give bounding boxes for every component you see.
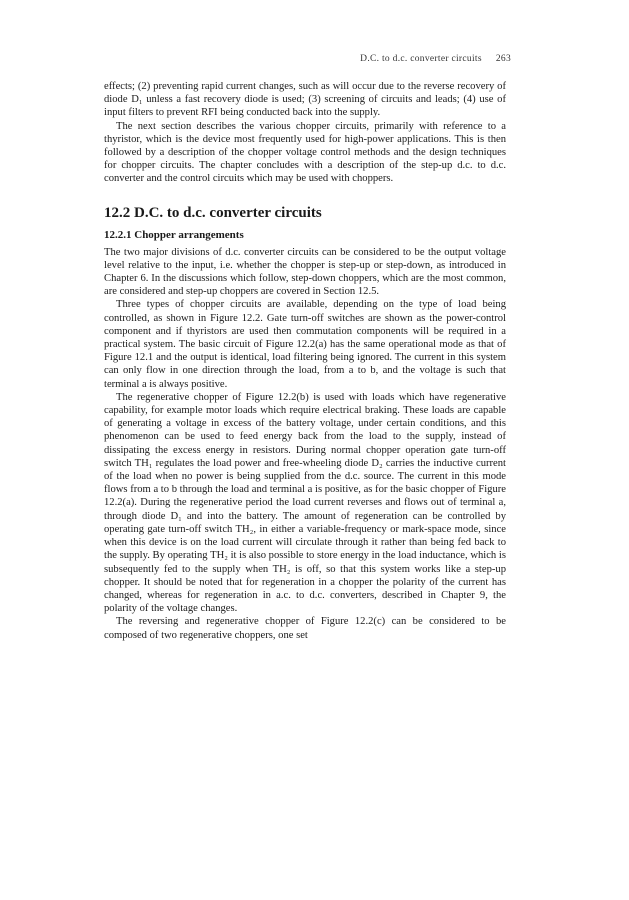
paragraph: The regenerative chopper of Figure 12.2(b) is used with loads which have regenerative capability, for example motor loads which require electrical braking. These loads are capable of generating a voltage in excess of the battery voltage, under certain conditions, and this phenomenon can be used to feed energy back from the load to the supply, instead of dissipating the excess energy in resistors. During normal chopper operation gate turn-off switch TH₁ regulates the load power and free-wheeling diode D₂ carries the inductive current of the load when no power is being supplied from the d.c. source. The current in this mode flows from a to b through the load and terminal a is positive, as for the basic chopper of Figure 12.2(a). During the regenerative period the load current reverses and flows out of terminal a, through diode D₁ and into the battery. The amount of regeneration can be controlled by operating gate turn-off switch TH₂, in either a variable-frequency or mark-space mode, since when this device is on the load current will circulate through it rather than being fed back to the supply. By operating TH₂ it is also possible to store energy in the load inductance, which is subsequently fed to the supply when TH₂ is off, so that this system works like a step-up chopper. It should be noted that for regeneration in a chopper the polarity of the current has changed, whereas for regeneration in a.c. to d.c. converters, described in Chapter 9, the polarity of the voltage changes.	[104, 391, 506, 615]
section-heading: 12.2 D.C. to d.c. converter circuits	[104, 204, 322, 221]
paragraph: The reversing and regenerative chopper of Figure 12.2(c) can be considered to be composed of two regenerative choppers, one set	[104, 616, 506, 641]
paragraph: Three types of chopper circuits are available, depending on the type of load being controlled, as shown in Figure 12.2. Gate turn-off switches are shown as the power-control component and if thyristors are used then commutation components will be required in a practical system. The basic circuit of Figure 12.2(a) has the same operational mode as that of Figure 12.1 and the output is identical, load filtering being ignored. The current in this system can only flow in one direction through the load, from a to b, and the voltage is such that terminal a is always positive.	[104, 299, 506, 390]
subsection-heading: 12.2.1 Chopper arrangements	[104, 228, 244, 241]
running-head	[360, 54, 511, 64]
paragraph: The next section describes the various chopper circuits, primarily with reference to a thyristor, which is the device most frequently used for high-power applications. This is then followed by a description of the chopper voltage control methods and the design techniques for chopper circuits. The chapter concludes with a description of the step-up d.c. to d.c. converter and the control circuits which may be used with choppers.	[104, 120, 506, 185]
paragraph: The two major divisions of d.c. converter circuits can be considered to be the output voltage level relative to the input, i.e. whether the chopper is step-up or step-down, as introduced in Chapter 6. In the discussions which follow, step-down choppers, which are the most common, are considered and step-up choppers are covered in Section 12.5.	[104, 246, 506, 298]
running-head-title: D.C. to d.c. converter circuits	[360, 54, 482, 64]
page-number: 263	[495, 54, 511, 64]
body-text	[104, 80, 506, 642]
paragraph-continued: effects; (2) preventing rapid current changes, such as will occur due to the reverse recovery of diode D₁ unless a fast recovery diode is used; (3) screening of circuits and leads; (4) use of input filters to prevent RFI being conducted back into the supply.	[104, 81, 506, 119]
